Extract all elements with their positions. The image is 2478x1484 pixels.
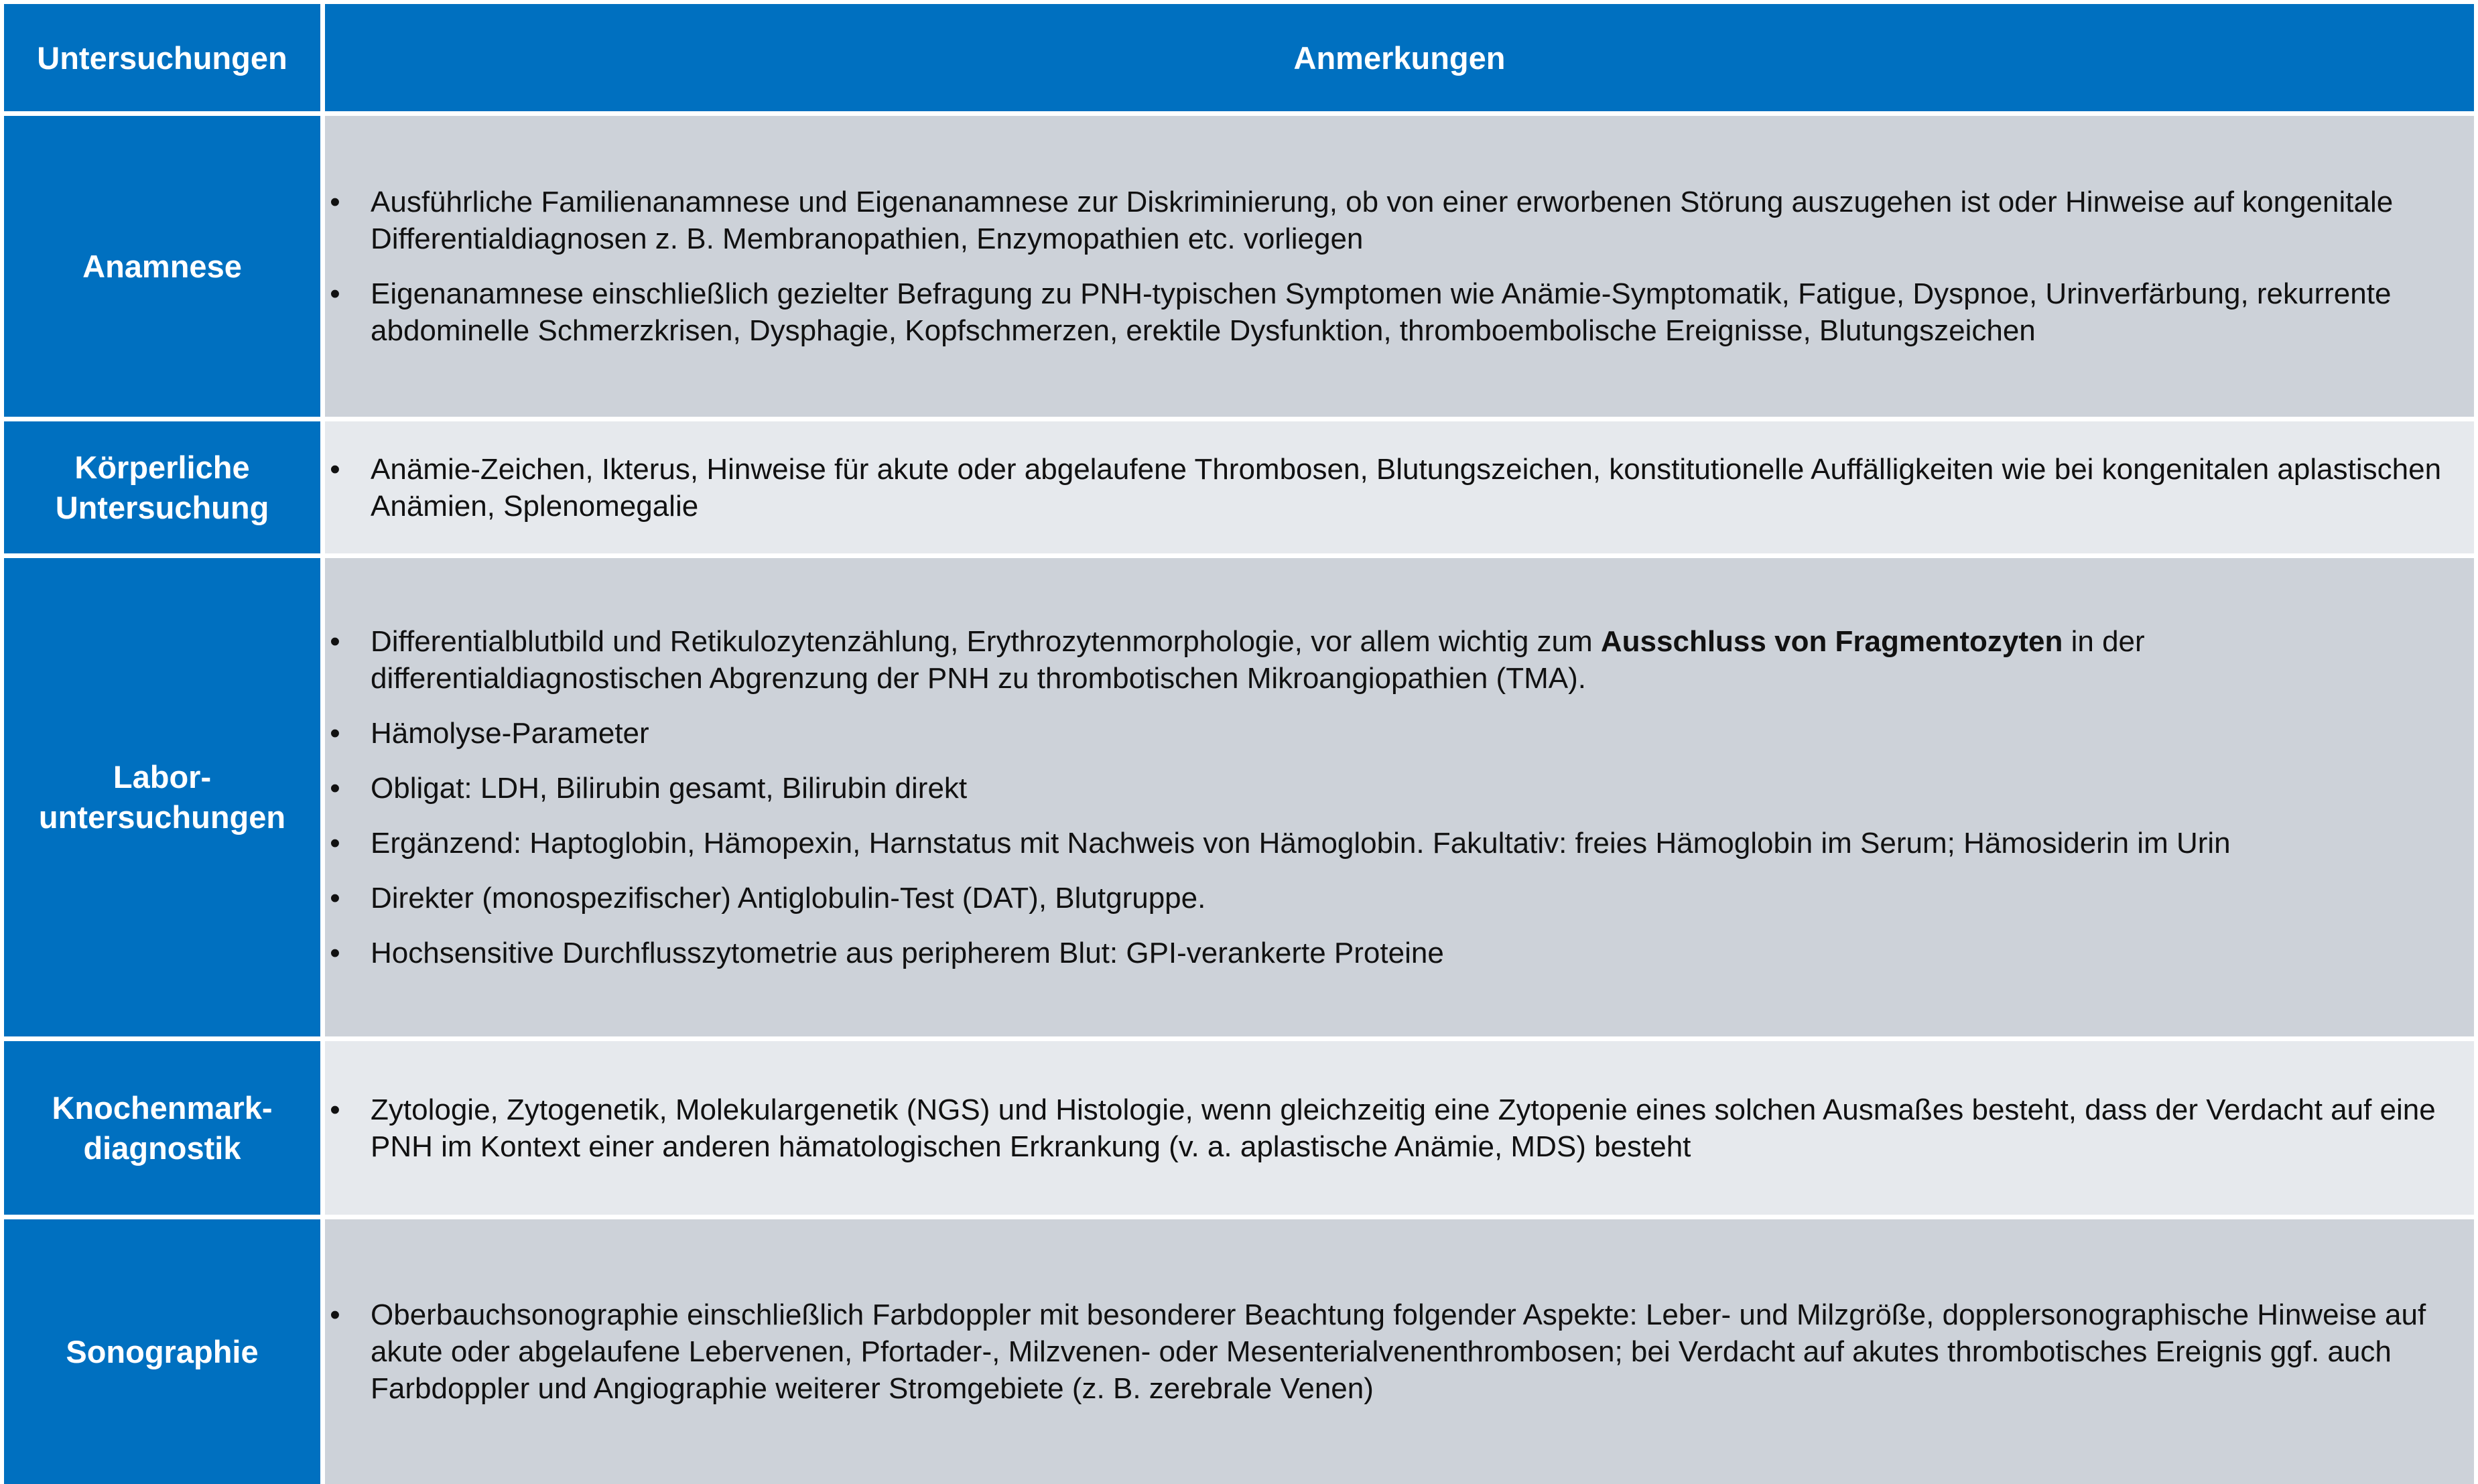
list-item (325, 623, 2465, 697)
list-item (325, 451, 2465, 525)
row-label-sonographie (4, 1219, 320, 1484)
row-label-koerperliche-untersuchung (4, 421, 320, 553)
list-item-text-post: in der differentialdiagnostischen Abgrenzung der PNH zu thrombotischen Mikroangiopathien (TMA). (371, 625, 2145, 695)
row-notes-knochenmarkdiagnostik (325, 1041, 2474, 1215)
bullet-icon: • (330, 452, 340, 486)
bullet-icon: • (330, 882, 340, 915)
list-item-text: Anämie-Zeichen, Ikterus, Hinweise für akute oder abgelaufene Thrombosen, Blutungszeichen, konstitutionelle Auffälligkeiten wie bei kongenitalen aplastischen Anämien, Splenomegalie (371, 452, 2442, 523)
row-label-text: Sonographie (66, 1333, 259, 1369)
list-item-text-bold: Ausschluss von Fragmentozyten (1600, 625, 2063, 658)
list-item-text: Hochsensitive Durchflusszytometrie aus peripherem Blut: GPI-verankerte Proteine (371, 937, 1444, 969)
list-item (325, 935, 2465, 971)
header-untersuchungen: Untersuchungen (4, 4, 320, 111)
bullet-icon: • (330, 772, 340, 805)
list-item (325, 1091, 2465, 1165)
bullet-icon: • (330, 827, 340, 860)
examination-table (4, 4, 2474, 1484)
list-item (325, 184, 2465, 257)
notes-list (325, 1091, 2465, 1165)
notes-list (325, 184, 2465, 349)
list-item-text: Oberbauchsonographie einschließlich Farbdoppler mit besonderer Beachtung folgender Aspekte: Leber- und Milzgröße, dopplersonographische Hinweise auf akute oder abgelaufene Lebervenen, Pfortader-, Milzvenen- oder Mesenterialvenenthrombosen; bei Verdacht auf akutes thrombotisches Ereignis ggf. auch Farbdoppler und Angiographie weiterer Stromgebiete (z. B. zerebrale Venen) (371, 1298, 2426, 1405)
row-label-text: Knochenmark- diagnostik (52, 1089, 273, 1166)
bullet-icon: • (330, 277, 340, 310)
row-label-anamnese (4, 116, 320, 417)
list-item-text: Obligat: LDH, Bilirubin gesamt, Bilirubin direkt (371, 772, 968, 805)
header-anmerkungen: Anmerkungen (325, 4, 2474, 111)
row-label-text: Körperliche Untersuchung (55, 449, 269, 525)
list-item (325, 275, 2465, 349)
notes-list (325, 623, 2465, 971)
bullet-icon: • (330, 1093, 340, 1126)
bullet-icon: • (330, 937, 340, 969)
bullet-icon: • (330, 186, 340, 218)
notes-list (325, 1296, 2465, 1407)
bullet-icon: • (330, 1298, 340, 1331)
list-item-text: Eigenanamnese einschließlich gezielter Befragung zu PNH-typischen Symptomen wie Anämie-Symptomatik, Fatigue, Dyspnoe, Urinverfärbung, rekurrente abdominelle Schmerzkrisen, Dysphagie, Kopfschmerzen, erektile Dysfunktion, thromboembolische Ereignisse, Blutungszeichen (371, 277, 2392, 347)
notes-list (325, 451, 2465, 525)
list-item (325, 825, 2465, 862)
row-label-laboruntersuchungen (4, 558, 320, 1036)
list-item-text: Direkter (monospezifischer) Antiglobulin-Test (DAT), Blutgruppe. (371, 882, 1206, 915)
list-item (325, 770, 2465, 807)
row-label-knochenmarkdiagnostik (4, 1041, 320, 1215)
row-label-text: Anamnese (82, 248, 242, 284)
row-notes-anamnese (325, 116, 2474, 417)
row-label-text: Labor- untersuchungen (38, 759, 286, 835)
list-item-text: Ergänzend: Haptoglobin, Hämopexin, Harnstatus mit Nachweis von Hämoglobin. Fakultativ: freies Hämoglobin im Serum; Hämosiderin im Urin (371, 827, 2231, 860)
list-item (325, 715, 2465, 752)
bullet-icon: • (330, 717, 340, 750)
list-item-text: Zytologie, Zytogenetik, Molekulargenetik (NGS) und Histologie, wenn gleichzeitig eine Zytopenie eines solchen Ausmaßes besteht, dass der Verdacht auf eine PNH im Kontext einer anderen hämatologischen Erkrankung (v. a. aplastische Anämie, MDS) besteht (371, 1093, 2436, 1163)
row-notes-koerperliche-untersuchung (325, 421, 2474, 553)
list-item-text-pre: Differentialblutbild und Retikulozytenzählung, Erythrozytenmorphologie, vor allem wichtig zum (371, 625, 1601, 658)
bullet-icon: • (330, 625, 340, 658)
row-notes-sonographie (325, 1219, 2474, 1484)
list-item-text: Ausführliche Familienanamnese und Eigenanamnese zur Diskriminierung, ob von einer erworbenen Störung auszugehen ist oder Hinweise auf kongenitale Differentialdiagnosen z. B. Membranopathien, Enzymopathien etc. vorliegen (371, 186, 2394, 255)
list-item (325, 880, 2465, 917)
list-item-text: Hämolyse-Parameter (371, 717, 649, 750)
row-notes-laboruntersuchungen (325, 558, 2474, 1036)
list-item (325, 1296, 2465, 1407)
